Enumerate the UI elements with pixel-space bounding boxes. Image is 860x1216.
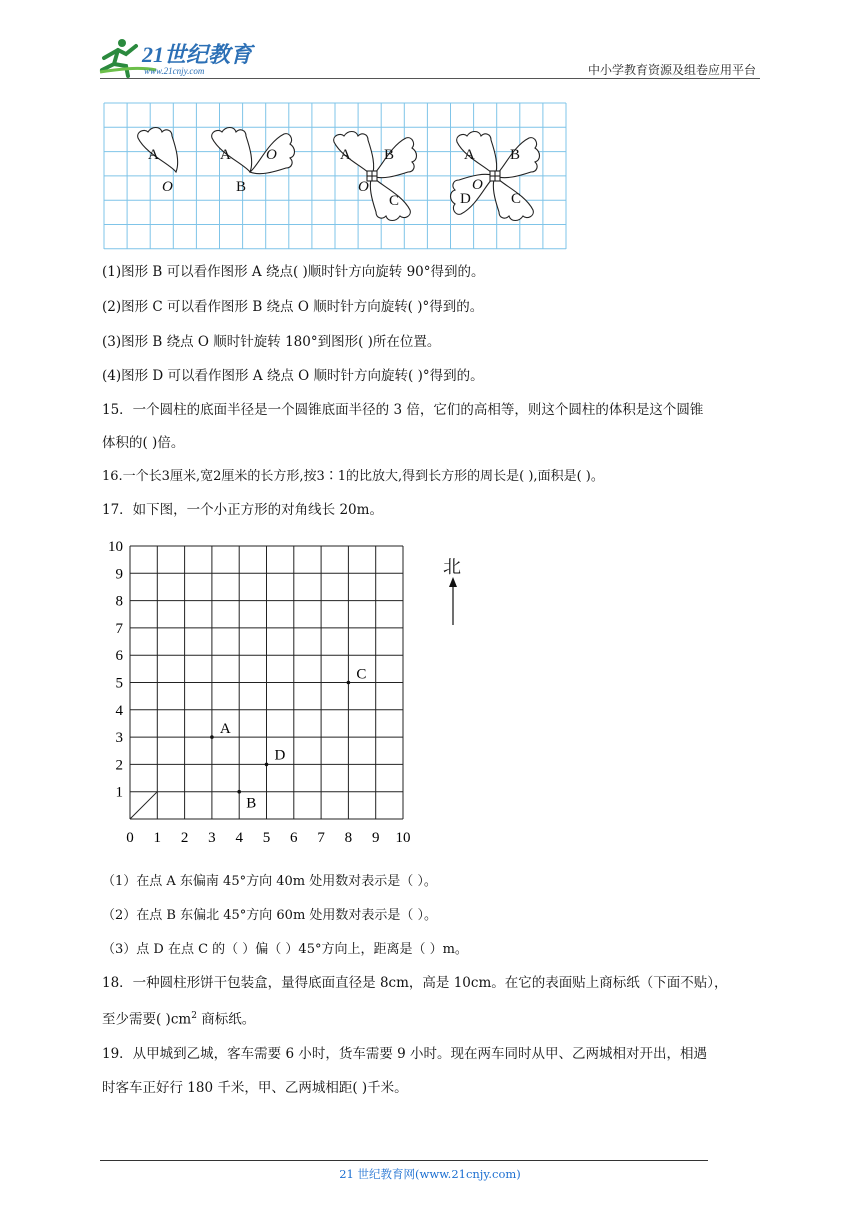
point-d	[265, 763, 269, 767]
site-logo	[96, 36, 266, 78]
y-tick-label: 4	[115, 702, 123, 719]
y-tick-label: 2	[115, 757, 123, 774]
point-b	[237, 790, 241, 794]
figure-label: A	[148, 147, 159, 163]
q17-sub-2: （2）在点 B 东偏北 45°方向 60m 处用数对表示是（ ）。	[102, 908, 438, 923]
q14-item-2: (2)图形 C 可以看作图形 B 绕点 O 顺时针方向旋转( )°得到的。	[102, 299, 484, 315]
footer-divider	[100, 1160, 708, 1161]
figure-label: B	[384, 147, 395, 163]
q16-text: 16.一个长3厘米,宽2厘米的长方形,按3∶1的比放大,得到长方形的周长是( ),面积是( )。	[102, 469, 604, 484]
header-platform-text: 中小学教育资源及组卷应用平台	[587, 63, 756, 77]
figure-label: A	[340, 147, 351, 163]
point-label-a: A	[219, 721, 231, 738]
y-tick-label: 7	[115, 620, 123, 637]
figure-label: B	[236, 179, 247, 195]
figure-label: C	[511, 191, 522, 207]
point-label-b: B	[246, 795, 257, 812]
figure-label: A	[464, 147, 475, 163]
figure-label: C	[389, 193, 400, 209]
x-tick-label: 1	[153, 830, 162, 846]
y-tick-label: 5	[115, 675, 123, 692]
point-label-c: C	[356, 666, 367, 683]
svg-text:北: 北	[443, 557, 461, 577]
q14-item-1: (1)图形 B 可以看作图形 A 绕点( )顺时针方向旋转 90°得到的。	[102, 264, 485, 280]
footer-text: 21 世纪教育网(www.21cnjy.com)	[339, 1167, 521, 1181]
x-tick-label: 4	[235, 830, 243, 846]
rotation-figure	[102, 102, 568, 254]
figure-label: O	[266, 147, 277, 163]
petal-shape	[372, 138, 417, 178]
x-tick-label: 2	[180, 830, 189, 846]
y-tick-label: 10	[108, 539, 123, 555]
point-c	[347, 681, 351, 685]
svg-text:www.21cnjy.com: www.21cnjy.com	[144, 66, 205, 76]
figure-label: A	[220, 147, 231, 163]
figure-label: D	[460, 191, 471, 207]
q15-line-2: 体积的( )倍。	[102, 435, 185, 451]
x-tick-label: 9	[371, 830, 380, 846]
q19-line-1: 19．从甲城到乙城，客车需要 6 小时，货车需要 9 小时。现在两车同时从甲、乙两城相对开出，相遇	[102, 1046, 708, 1062]
q17-sub-1: （1）在点 A 东偏南 45°方向 40m 处用数对表示是（ ）。	[102, 874, 437, 889]
coordinate-grid	[100, 534, 480, 850]
point-a	[210, 735, 214, 739]
y-tick-label: 3	[115, 730, 123, 747]
x-tick-label: 5	[262, 830, 271, 846]
q19-line-2: 时客车正好行 180 千米，甲、乙两城相距( )千米。	[102, 1080, 408, 1096]
y-tick-label: 6	[115, 648, 123, 665]
petal-shape	[212, 128, 252, 173]
x-tick-label: 3	[208, 830, 216, 846]
y-tick-label: 8	[115, 593, 123, 610]
q14-item-3: (3)图形 B 绕点 O 顺时针旋转 180°到图形( )所在位置。	[102, 334, 441, 350]
q15-line-1: 15．一个圆柱的底面半径是一个圆锥底面半径的 3 倍，它们的高相等，则这个圆柱的体积是这个圆锥	[102, 402, 704, 418]
q17-title: 17．如下图，一个小正方形的对角线长 20m。	[102, 502, 383, 518]
q14-item-4: (4)图形 D 可以看作图形 A 绕点 O 顺时针方向旋转( )°得到的。	[102, 368, 484, 384]
svg-text:21世纪教育: 21世纪教育	[142, 42, 253, 67]
figure-label: O	[472, 177, 483, 193]
x-tick-label: 10	[395, 830, 411, 846]
figure-label: O	[358, 179, 369, 195]
x-tick-label: 6	[290, 830, 298, 846]
x-tick-label: 8	[344, 830, 353, 846]
cell-diagonal	[130, 792, 157, 819]
x-tick-label: 0	[126, 830, 134, 846]
y-tick-label: 9	[115, 566, 123, 583]
y-tick-label: 1	[115, 784, 123, 801]
figure-label: B	[510, 147, 521, 163]
figure-label: O	[162, 179, 173, 195]
x-tick-label: 7	[317, 830, 325, 846]
point-label-d: D	[274, 747, 286, 764]
q18-line-1: 18．一种圆柱形饼干包装盒，量得底面直径是 8cm，高是 10cm。在它的表面贴上商标纸（下面不贴），	[102, 975, 728, 991]
north-indicator	[436, 553, 470, 633]
q17-sub-3: （3）点 D 在点 C 的（ ）偏（ ）45°方向上，距离是（ ）m。	[102, 942, 468, 957]
header-divider	[100, 78, 760, 79]
petal-shape	[457, 132, 497, 177]
q18-line-2: 至少需要( )$cm^2$ 商标纸。	[102, 1011, 256, 1028]
